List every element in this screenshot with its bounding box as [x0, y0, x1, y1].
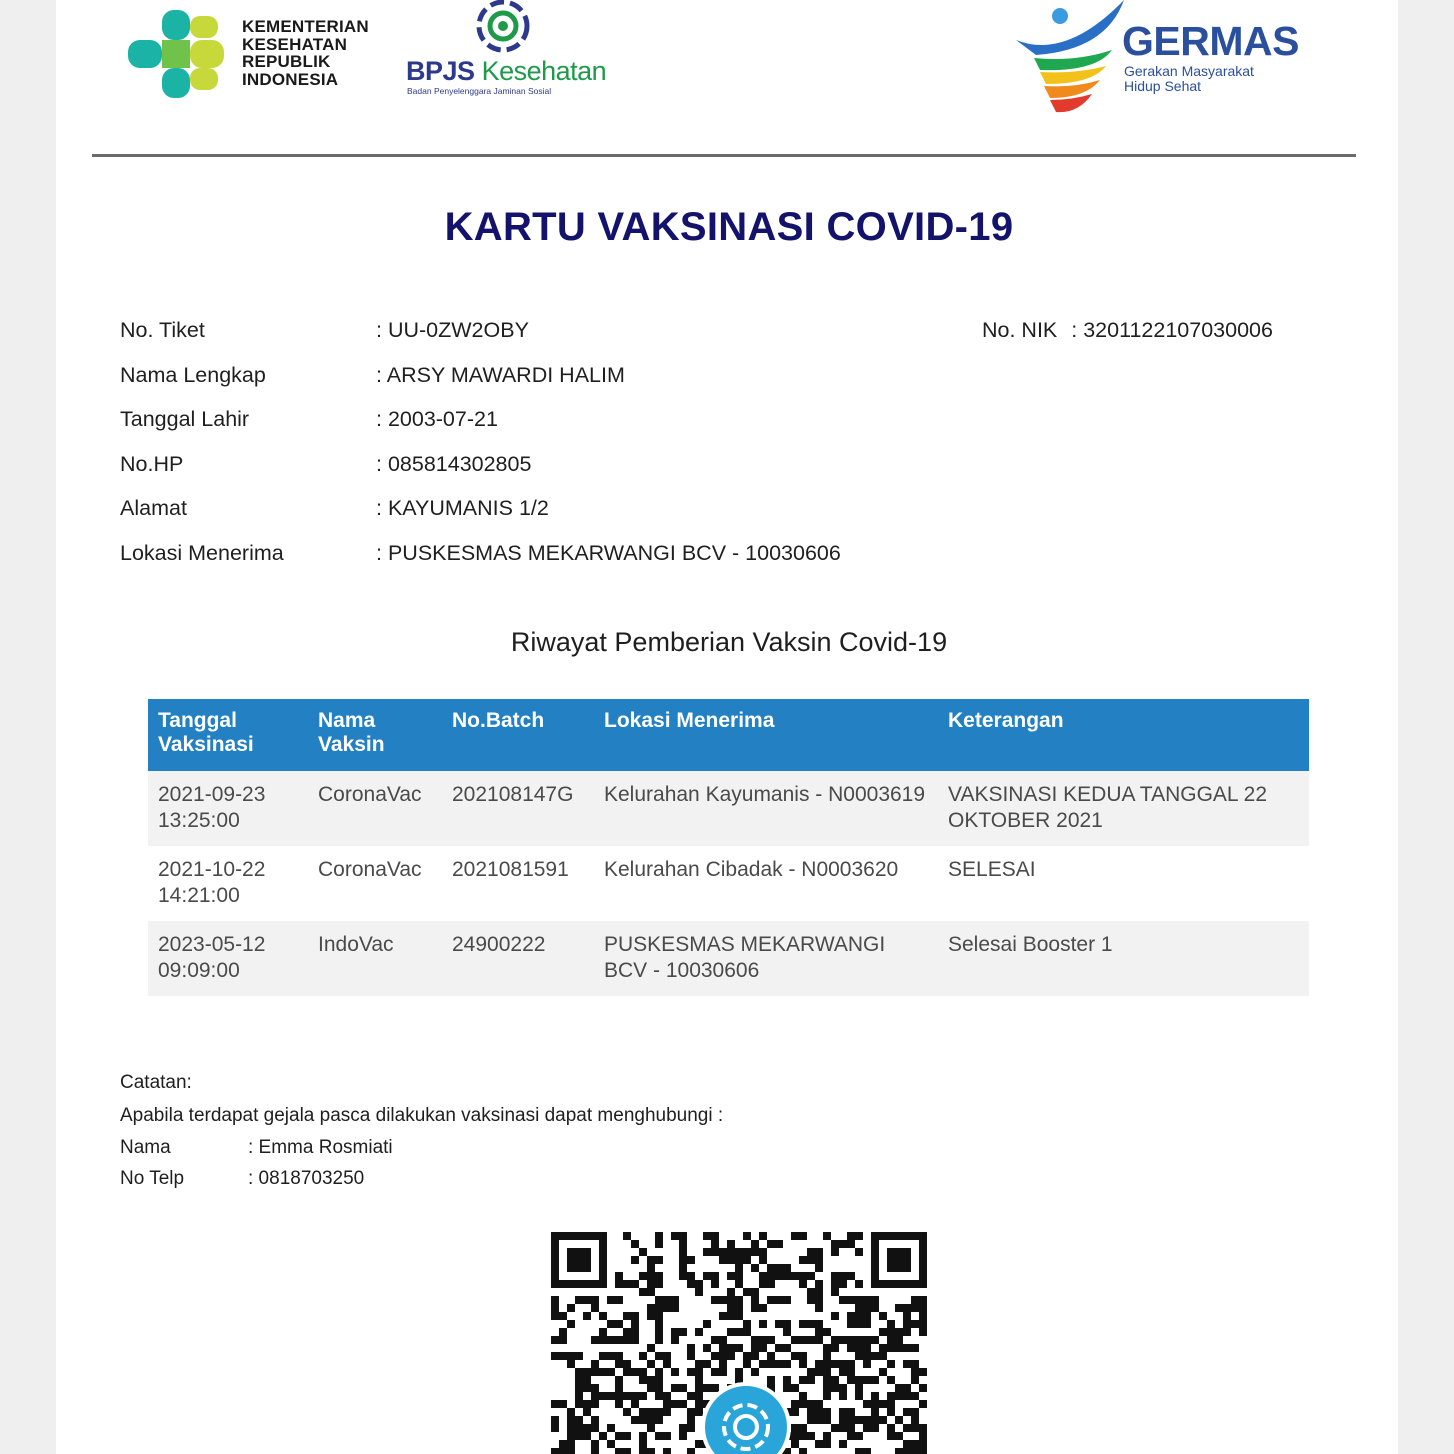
- info-label: Tanggal Lahir: [120, 407, 250, 431]
- info-label: Lokasi Menerima: [120, 541, 284, 565]
- kemenkes-line-3: REPUBLIK: [242, 52, 331, 71]
- germas-title: GERMAS: [1122, 18, 1299, 64]
- table-row: [148, 846, 1309, 921]
- column-header: Keterangan: [938, 699, 1309, 771]
- vaccination-card-page: [56, 0, 1398, 1454]
- info-value: : KAYUMANIS 1/2: [376, 496, 549, 520]
- cell-date: 2021-10-22 14:21:00: [148, 846, 308, 921]
- qr-logo-badge: [701, 1382, 791, 1454]
- kemenkes-line-1: KEMENTERIAN: [242, 17, 369, 36]
- bpjs-kesehatan: Kesehatan: [481, 56, 607, 86]
- kemenkes-emblem-icon: [124, 4, 229, 104]
- cell-location: Kelurahan Cibadak - N0003620: [594, 846, 938, 921]
- vaccination-history-table: [148, 699, 1309, 996]
- kemenkes-name: [242, 18, 369, 88]
- cell-vaccine: CoronaVac: [308, 846, 442, 921]
- column-header: No.Batch: [442, 699, 594, 771]
- info-value: : 2003-07-21: [376, 407, 498, 431]
- bpjs-name: BPJS: [406, 56, 475, 86]
- contact-phone-value: : 0818703250: [248, 1168, 365, 1189]
- cell-location: PUSKESMAS MEKARWANGI BCV - 10030606: [594, 921, 938, 996]
- info-label: Alamat: [120, 496, 187, 520]
- cell-date: 2021-09-23 13:25:00: [148, 771, 308, 846]
- germas-sub-line-1: Gerakan Masyarakat: [1124, 63, 1254, 79]
- info-label: No. Tiket: [120, 318, 205, 342]
- cell-date: 2023-05-12 09:09:00: [148, 921, 308, 996]
- table-header-row: [148, 699, 1309, 771]
- bpjs-logo: [406, 0, 606, 104]
- germas-emblem-icon: [1016, 0, 1126, 120]
- contact-phone-row: [120, 1168, 365, 1190]
- cell-batch: 2021081591: [442, 846, 594, 921]
- info-value: : UU-0ZW2OBY: [376, 318, 529, 342]
- contact-name-label: Nama: [120, 1137, 171, 1158]
- column-header: Nama Vaksin: [308, 699, 442, 771]
- nik-value: : 3201122107030006: [1071, 318, 1273, 342]
- nik-field: [982, 318, 1273, 343]
- info-value: : PUSKESMAS MEKARWANGI BCV - 10030606: [376, 541, 841, 565]
- germas-subtitle: [1124, 64, 1254, 94]
- column-header: Tanggal Vaksinasi: [148, 699, 308, 771]
- cell-batch: 202108147G: [442, 771, 594, 846]
- info-label: Nama Lengkap: [120, 363, 266, 387]
- bpjs-subtitle: Badan Penyelenggara Jaminan Sosial: [407, 86, 552, 96]
- contact-name-row: [120, 1137, 393, 1159]
- table-row: [148, 921, 1309, 996]
- cell-batch: 24900222: [442, 921, 594, 996]
- info-value: : 085814302805: [376, 452, 532, 476]
- bpjs-emblem-icon: [474, 0, 532, 56]
- contact-phone-label: No Telp: [120, 1168, 185, 1189]
- header-divider: [92, 154, 1356, 157]
- history-title: Riwayat Pemberian Vaksin Covid-19: [510, 627, 948, 657]
- germas-logo: [1016, 0, 1316, 120]
- cell-note: SELESAI: [938, 846, 1309, 921]
- cell-note: VAKSINASI KEDUA TANGGAL 22 OKTOBER 2021: [938, 771, 1309, 846]
- table-row: [148, 771, 1309, 846]
- germas-sub-line-2: Hidup Sehat: [1124, 78, 1202, 94]
- cell-location: Kelurahan Kayumanis - N0003619: [594, 771, 938, 846]
- column-header: Lokasi Menerima: [594, 699, 938, 771]
- kemenkes-logo: [124, 4, 384, 104]
- qr-code: [551, 1232, 931, 1454]
- contact-name-value: : Emma Rosmiati: [248, 1137, 393, 1158]
- notes-heading: Catatan:: [120, 1072, 192, 1093]
- notes-text: Apabila terdapat gejala pasca dilakukan vaksinasi dapat menghubungi :: [120, 1105, 724, 1126]
- nik-label: No. NIK: [982, 318, 1058, 342]
- cell-vaccine: CoronaVac: [308, 771, 442, 846]
- page-title: KARTU VAKSINASI COVID-19: [444, 205, 1014, 249]
- bpjs-badge-icon: [705, 1386, 787, 1454]
- cell-vaccine: IndoVac: [308, 921, 442, 996]
- kemenkes-line-2: KESEHATAN: [242, 34, 348, 54]
- info-label: No.HP: [120, 452, 184, 476]
- cell-note: Selesai Booster 1: [938, 921, 1309, 996]
- bpjs-wordmark: [406, 56, 606, 87]
- kemenkes-line-4: INDONESIA: [242, 69, 339, 89]
- info-value: : ARSY MAWARDI HALIM: [376, 363, 625, 387]
